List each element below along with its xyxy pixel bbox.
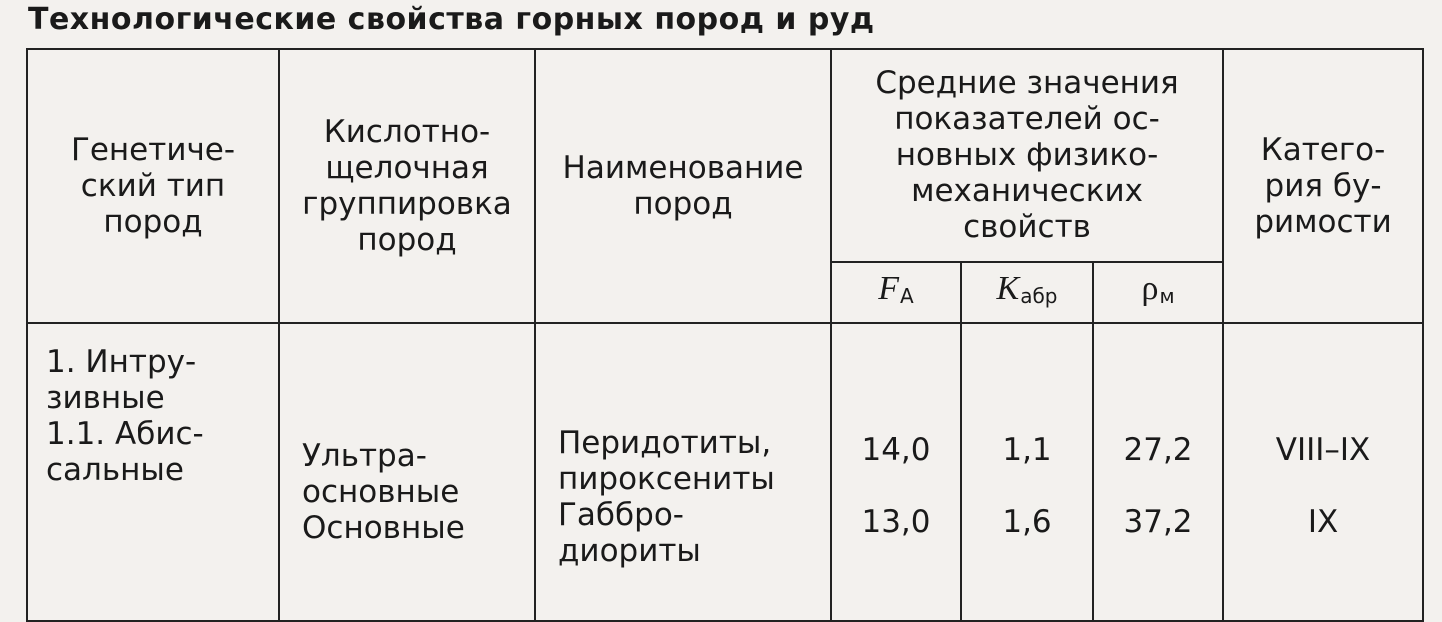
table-container xyxy=(26,48,1424,622)
rho-value-1: 27,2 xyxy=(1123,432,1193,468)
header-genetic-type: Генетиче- ский тип пород xyxy=(27,49,279,323)
rho-value-2: 37,2 xyxy=(1123,504,1193,540)
cell-k-values xyxy=(961,323,1093,621)
f-value-1: 14,0 xyxy=(861,432,931,468)
header-row xyxy=(27,49,1423,262)
subheader-f xyxy=(831,262,961,323)
cell-f-values xyxy=(831,323,961,621)
table-row xyxy=(27,323,1423,621)
k-value-2: 1,6 xyxy=(1002,504,1052,540)
subheader-rho-symbol: ρ xyxy=(1141,269,1159,307)
subheader-f-subscript: A xyxy=(900,283,914,308)
table-title: Технологические свойства горных пород и руд xyxy=(28,2,875,37)
cell-rho-values xyxy=(1093,323,1223,621)
category-1: VIII–IX xyxy=(1275,432,1371,468)
category-2: IX xyxy=(1307,504,1339,540)
rock-properties-table xyxy=(26,48,1424,622)
subheader-k-symbol: K xyxy=(996,269,1020,307)
subheader-f-symbol: F xyxy=(878,269,900,307)
rock-name-1: Перидотиты, пироксениты xyxy=(558,425,775,497)
subheader-rho xyxy=(1093,262,1223,323)
subheader-k xyxy=(961,262,1093,323)
header-rock-name: Наименование пород xyxy=(535,49,831,323)
cell-genetic-type: 1. Интру- зивные 1.1. Абис- сальные xyxy=(27,323,279,621)
cell-acid-alkaline-group: Ультра- основные Основные xyxy=(279,323,535,621)
k-value-1: 1,1 xyxy=(1002,432,1052,468)
header-drillability-category: Катего- рия бу- римости xyxy=(1223,49,1423,323)
cell-categories xyxy=(1223,323,1423,621)
rock-name-2: Габбро- диориты xyxy=(558,497,701,569)
f-value-2: 13,0 xyxy=(861,504,931,540)
subheader-k-subscript: абр xyxy=(1020,283,1058,308)
subheader-rho-subscript: м xyxy=(1159,283,1175,308)
header-mean-values: Средние значения показателей ос- новных физико- механических свойств xyxy=(831,49,1223,262)
header-acid-alkaline-group: Кислотно- щелочная группировка пород xyxy=(279,49,535,323)
cell-rock-names xyxy=(535,323,831,621)
